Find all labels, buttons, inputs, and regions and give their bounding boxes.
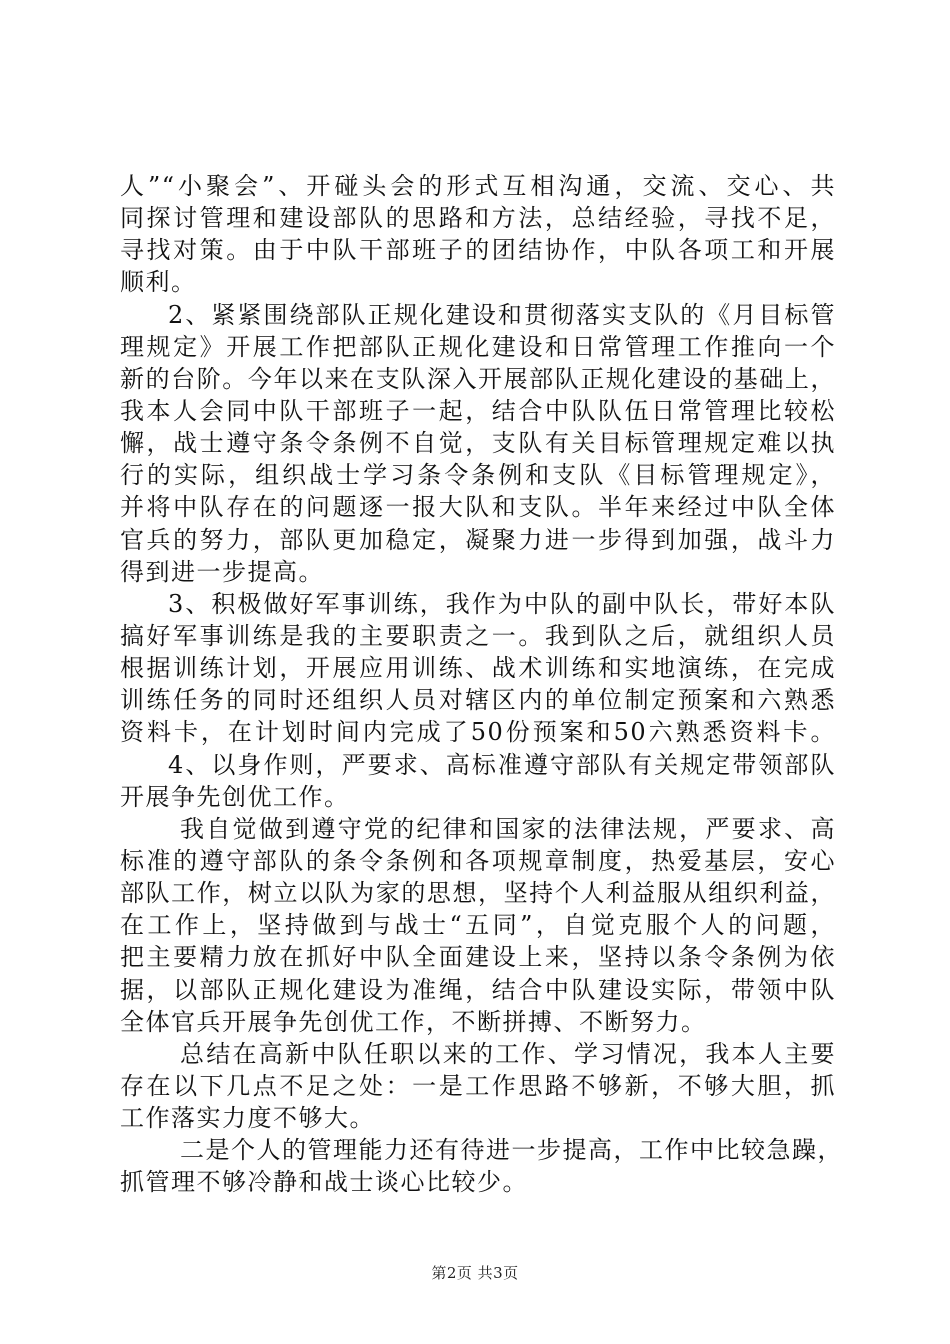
text-line: 据，以部队正规化建设为准绳，结合中队建设实际，带领中队 bbox=[120, 975, 836, 1004]
text-line: 标准的遵守部队的条令条例和各项规章制度，热爱基层，安心 bbox=[120, 846, 836, 875]
paragraph-start-line: 我自觉做到遵守党的纪律和国家的法律法规，严要求、高 bbox=[180, 814, 836, 843]
text-line: 资料卡，在计划时间内完成了50份预案和50六熟悉资料卡。 bbox=[120, 718, 836, 747]
text-line: 官兵的努力，部队更加稳定，凝聚力进一步得到加强，战斗力 bbox=[120, 525, 836, 554]
text-line: 全体官兵开展争先创优工作，不断拼搏、不断努力。 bbox=[120, 1007, 707, 1036]
text-line: 顺利。 bbox=[120, 268, 197, 297]
document-body bbox=[120, 170, 843, 1199]
text-line: 人”“小聚会”、开碰头会的形式互相沟通，交流、交心、共 bbox=[120, 172, 836, 200]
text-line: 在工作上，坚持做到与战士“五同”，自觉克服个人的问题， bbox=[120, 911, 836, 940]
page-footer: 第2页 共3页 bbox=[431, 1264, 519, 1282]
text-line: 根据训练计划，开展应用训练、战术训练和实地演练，在完成 bbox=[120, 654, 836, 683]
text-line: 搞好军事训练是我的主要职责之一。我到队之后，就组织人员 bbox=[120, 621, 836, 650]
paragraph-start-line: 二是个人的管理能力还有待进一步提高，工作中比较急躁， bbox=[180, 1136, 843, 1165]
text-line: 把主要精力放在抓好中队全面建设上来，坚持以条令条例为依 bbox=[120, 943, 836, 972]
text-line: 理规定》开展工作把部队正规化建设和日常管理工作推向一个 bbox=[120, 332, 836, 361]
text-line: 部队工作，树立以队为家的思想，坚持个人利益服从组织利益， bbox=[120, 879, 836, 908]
paragraph-start-line: 3、积极做好军事训练，我作为中队的副中队长，带好本队 bbox=[168, 589, 836, 618]
text-line: 并将中队存在的问题逐一报大队和支队。半年来经过中队全体 bbox=[120, 493, 836, 522]
text-line: 抓管理不够冷静和战士谈心比较少。 bbox=[120, 1168, 528, 1197]
text-line: 开展争先创优工作。 bbox=[120, 782, 350, 811]
text-line: 得到进一步提高。 bbox=[120, 557, 324, 586]
text-line: 行的实际，组织战士学习条令条例和支队《目标管理规定》， bbox=[120, 461, 836, 490]
text-line: 懈，战士遵守条令条例不自觉，支队有关目标管理规定难以执 bbox=[120, 429, 836, 458]
text-line: 新的台阶。今年以来在支队深入开展部队正规化建设的基础上， bbox=[120, 364, 836, 393]
text-line: 训练任务的同时还组织人员对辖区内的单位制定预案和六熟悉 bbox=[120, 686, 836, 715]
text-line: 我本人会同中队干部班子一起，结合中队队伍日常管理比较松 bbox=[120, 396, 836, 425]
paragraph-start-line: 2、紧紧围绕部队正规化建设和贯彻落实支队的《月目标管 bbox=[168, 300, 836, 329]
text-line: 工作落实力度不够大。 bbox=[120, 1104, 375, 1133]
paragraph-start-line: 总结在高新中队任职以来的工作、学习情况，我本人主要 bbox=[180, 1039, 836, 1068]
text-line: 寻找对策。由于中队干部班子的团结协作，中队各项工和开展 bbox=[120, 236, 836, 265]
text-line: 同探讨管理和建设部队的思路和方法，总结经验，寻找不足， bbox=[120, 204, 836, 233]
text-line: 存在以下几点不足之处：一是工作思路不够新，不够大胆，抓 bbox=[120, 1071, 836, 1100]
paragraph-start-line: 4、以身作则，严要求、高标准遵守部队有关规定带领部队 bbox=[168, 750, 836, 779]
